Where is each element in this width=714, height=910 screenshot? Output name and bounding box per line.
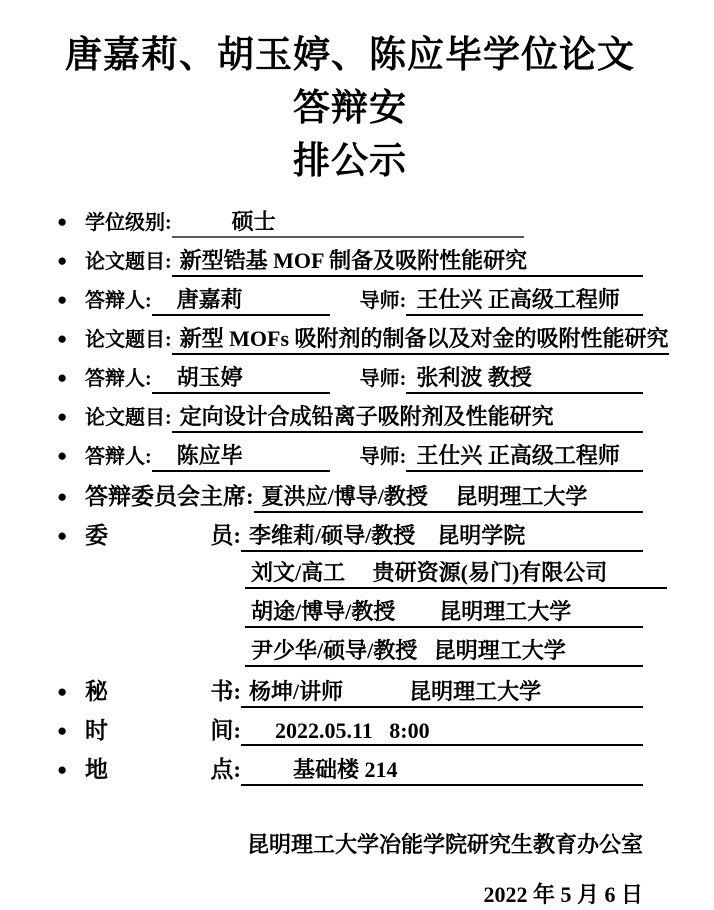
- member-value: 胡途/博导/教授 昆明理工大学: [245, 595, 643, 628]
- field-row-place: [57, 751, 643, 790]
- field-row-thesis-3: [57, 400, 643, 439]
- secretary-label-right: 书:: [210, 679, 241, 704]
- field-rows: [57, 205, 669, 790]
- field-row-defender-1: [57, 283, 643, 322]
- defender-value: 唐嘉莉: [152, 283, 330, 316]
- time-label-left: 时: [85, 718, 108, 743]
- degree-value: 硕士: [172, 205, 524, 238]
- degree-label: 学位级别:: [85, 212, 172, 234]
- field-row-member-2: [57, 556, 667, 595]
- supervisor-value: 张利波 教授: [406, 361, 643, 394]
- members-label: [85, 517, 241, 550]
- bullet-icon: ●: [57, 487, 68, 506]
- thesis-label: 论文题目:: [85, 329, 172, 351]
- field-row-secretary: [57, 673, 643, 712]
- defender-label: 答辩人:: [85, 290, 152, 312]
- field-row-member-3: [57, 595, 643, 634]
- secretary-label: [85, 673, 241, 706]
- chair-label: 答辩委员会主席:: [85, 484, 254, 509]
- members-label-left: 委: [85, 523, 108, 548]
- defender-value: 胡玉婷: [152, 361, 330, 394]
- supervisor-value: 王仕兴 正高级工程师: [406, 439, 643, 472]
- bullet-icon: ●: [57, 760, 68, 779]
- page-title-line1: 唐嘉莉、胡玉婷、陈应毕学位论文答辩安: [65, 33, 635, 129]
- thesis-label: 论文题目:: [85, 407, 172, 429]
- field-row-thesis-1: [57, 244, 643, 283]
- defender-label: 答辩人:: [85, 446, 152, 468]
- bullet-icon: ●: [57, 407, 68, 426]
- defender-value: 陈应毕: [152, 439, 330, 472]
- bullet-icon: ●: [57, 682, 68, 701]
- bullet-icon: ●: [57, 212, 68, 231]
- footer: [57, 830, 643, 910]
- field-row-degree: [57, 205, 643, 244]
- place-label: [85, 751, 241, 784]
- member-value: 刘文/高工 贵研资源(易门)有限公司: [245, 556, 667, 589]
- member-value: 尹少华/硕导/教授 昆明理工大学: [245, 634, 643, 667]
- place-value: 基础楼 214: [241, 753, 643, 786]
- field-row-defender-3: [57, 439, 643, 478]
- supervisor-value: 王仕兴 正高级工程师: [406, 283, 643, 316]
- field-row-thesis-2: [57, 322, 669, 361]
- time-value: 2022.05.11 8:00: [241, 718, 643, 746]
- bullet-icon: ●: [57, 721, 68, 740]
- bullet-icon: ●: [57, 446, 68, 465]
- supervisor-label: 导师:: [359, 368, 407, 390]
- bullet-icon: ●: [57, 329, 68, 348]
- bullet-icon: ●: [57, 368, 68, 387]
- issue-date: 2022 年 5 月 6 日: [483, 882, 643, 907]
- chair-value: 夏洪应/博导/教授 昆明理工大学: [254, 480, 643, 513]
- thesis-label: 论文题目:: [85, 251, 172, 273]
- place-label-left: 地: [85, 757, 108, 782]
- member-value: 李维莉/硕导/教授 昆明学院: [241, 519, 643, 552]
- secretary-value: 杨坤/讲师 昆明理工大学: [241, 675, 643, 708]
- time-label: [85, 712, 241, 745]
- place-label-right: 点:: [210, 757, 241, 782]
- defender-label: 答辩人:: [85, 368, 152, 390]
- time-label-right: 间:: [210, 718, 241, 743]
- issuing-office: 昆明理工大学冶能学院研究生教育办公室: [246, 832, 643, 857]
- bullet-icon: ●: [57, 290, 68, 309]
- members-label-right: 员:: [210, 523, 241, 548]
- supervisor-label: 导师:: [359, 290, 407, 312]
- field-row-committee-members: [57, 517, 643, 556]
- secretary-label-left: 秘: [85, 679, 108, 704]
- page-title-line2: 排公示: [293, 139, 407, 182]
- thesis-value: 新型 MOFs 吸附剂的制备以及对金的吸附性能研究: [172, 322, 669, 355]
- supervisor-label: 导师:: [359, 446, 407, 468]
- thesis-value: 新型锆基 MOF 制备及吸附性能研究: [172, 244, 643, 277]
- thesis-value: 定向设计合成铅离子吸附剂及性能研究: [172, 400, 643, 433]
- page-title: [57, 28, 643, 187]
- field-row-committee-chair: [57, 478, 643, 517]
- field-row-defender-2: [57, 361, 643, 400]
- field-row-member-4: [57, 634, 643, 673]
- field-row-time: [57, 712, 643, 751]
- bullet-icon: ●: [57, 251, 68, 270]
- bullet-icon: ●: [57, 526, 68, 545]
